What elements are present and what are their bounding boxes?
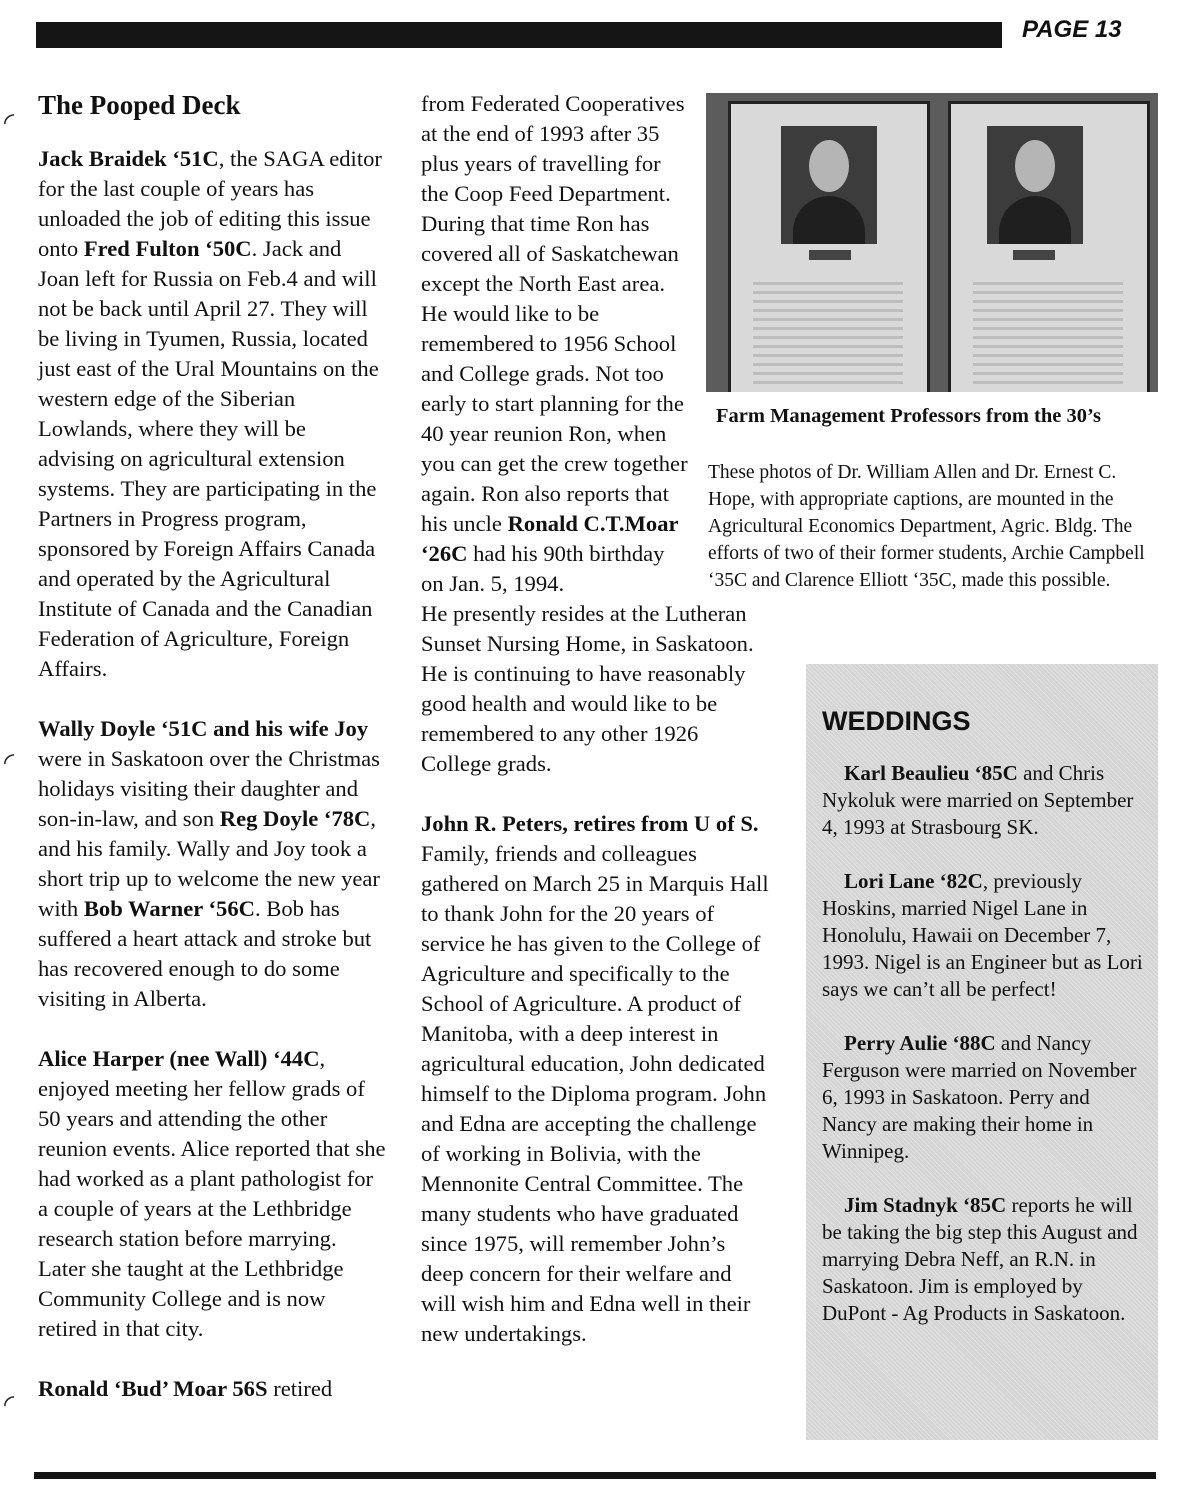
weddings-title: WEDDINGS <box>822 706 971 736</box>
wedding-text: , previously Hoskins, married Nigel Lane in Honolulu, Hawaii on December 7, 1993. Nigel is an Engineer but as Lori says we can’t all be perfect! <box>822 869 1143 1001</box>
footer-bar <box>34 1472 1156 1479</box>
person-name: Jim Stadnyk ‘85C <box>844 1193 1007 1217</box>
person-name: Reg Doyle ‘78C <box>219 806 371 831</box>
article-text: , and his family. Wally and Joy took a short trip up to welcome the new year with <box>38 806 380 921</box>
page-number: PAGE 13 <box>1022 16 1122 43</box>
article-peters <box>421 809 771 1349</box>
wedding-item <box>822 760 1144 841</box>
wedding-text: and Chris Nykoluk were married on September 4, 1993 at Strasbourg SK. <box>822 761 1134 839</box>
caption-card <box>753 276 903 386</box>
article-text: were in Saskatoon over the Christmas holidays visiting their daughter and son-in-law, and son <box>38 746 380 831</box>
person-name: Jack Braidek ‘51C <box>38 146 219 171</box>
wedding-item <box>822 1030 1144 1165</box>
portrait-image <box>987 126 1083 244</box>
article-harper <box>38 1044 388 1344</box>
article-text: , the SAGA editor for the last couple of years has unloaded the job of editing this issue onto <box>38 146 382 261</box>
wedding-text: reports he will be taking the big step this August and marrying Debra Neff, an R.N. in Saskatoon. Jim is employed by DuPont - Ag Products in Saskatoon. <box>822 1193 1138 1325</box>
binder-mark-icon: ◜ <box>4 748 15 778</box>
section-title: The Pooped Deck <box>38 90 241 120</box>
wedding-item <box>822 1192 1144 1327</box>
caption-card <box>973 276 1123 386</box>
person-name: Perry Aulie ‘88C <box>844 1031 996 1055</box>
person-name: Ronald ‘Bud’ Moar 56S <box>38 1376 268 1401</box>
article-text: Family, friends and colleagues gathered on March 25 in Marquis Hall to thank John for the 20 years of service he has given to the College of Agriculture and specifically to the School of Agriculture. A product of Manitoba, with a deep interest in agricultural education, John dedicated himself to the Diploma program. John and Edna are accepting the challenge of working in Bolivia, with the Mennonite Central Committee. The many students who have graduated since 1975, will remember John’s deep concern for their welfare and will wish him and Edna well in their new undertakings. <box>421 841 769 1346</box>
binder-mark-icon: ◜ <box>4 108 15 138</box>
portrait-image <box>781 126 877 244</box>
professors-photo <box>706 93 1158 392</box>
article-moar-continued-wide: He presently resides at the Lutheran Sunset Nursing Home, in Saskatoon. He is continuing to have reasonably good health and would like to be remembered to any other 1926 College grads. <box>421 601 754 776</box>
person-name: Fred Fulton ‘50C <box>83 236 252 261</box>
header-bar <box>36 22 1002 48</box>
person-name: Wally Doyle ‘51C and his wife Joy <box>38 716 369 741</box>
article-text: from Federated Cooperatives at the end of 1993 after 35 plus years of travelling for the Coop Feed Department. During that time Ron has covered all of Saskatchewan except the North East area. He would like to be remembered to 1956 School and College grads. Not too early to start planning for the 40 year reunion Ron, when you can get the crew together again. Ron also reports that his uncle <box>421 91 688 536</box>
article-text: . Bob has suffered a heart attack and stroke but has recovered enough to do some visiting in Alberta. <box>38 896 372 1011</box>
wedding-text: and Nancy Ferguson were married on November 6, 1993 in Saskatoon. Perry and Nancy are making their home in Winnipeg. <box>822 1031 1137 1163</box>
person-name: Karl Beaulieu ‘85C <box>844 761 1018 785</box>
person-name: Lori Lane ‘82C <box>844 869 983 893</box>
weddings-box <box>806 664 1158 1440</box>
article-doyle <box>38 714 388 1014</box>
portrait-head <box>1015 140 1055 192</box>
portrait-frame-right <box>948 101 1150 392</box>
article-text: , enjoyed meeting her fellow grads of 50 years and attending the other reunion events. Alice reported that she had worked as a plant pathologist for a couple of years at the Lethbridge research station before marrying. Later she taught at the Lethbridge Community College and is now retired in that city. <box>38 1046 386 1341</box>
article-text: retired <box>267 1376 333 1401</box>
portrait-body <box>793 196 865 244</box>
wedding-item <box>822 868 1144 1003</box>
portrait-frame-left <box>728 101 930 392</box>
photo-caption-title: Farm Management Professors from the 30’s <box>716 405 1102 427</box>
photo-caption-text: These photos of Dr. William Allen and Dr. Ernest C. Hope, with appropriate captions, are mounted in the Agricultural Economics Department, Agric. Bldg. The efforts of two of their former students, Archie Campbell ‘35C and Clarence Elliott ‘35C, made this possible. <box>708 462 1145 591</box>
article-text: had his 90th birthday on Jan. 5, 1994. <box>421 541 665 596</box>
person-name: Bob Warner ‘56C <box>83 896 255 921</box>
person-name: Ronald C.T.Moar ‘26C <box>421 511 679 566</box>
person-name: Alice Harper (nee Wall) ‘44C <box>38 1046 320 1071</box>
article-text: . Jack and Joan left for Russia on Feb.4 and will not be back until April 27. They will be living in Tyumen, Russia, located just east of the Ural Mountains on the western edge of the Siberian Lowlands, where they will be advising on agricultural extension systems. They are participating in the Partners in Progress program, sponsored by Foreign Affairs Canada and operated by the Agricultural Institute of Canada and the Canadian Federation of Agriculture, Foreign Affairs. <box>38 236 379 681</box>
name-plate <box>809 250 851 260</box>
name-plate <box>1013 250 1055 260</box>
article-moar-continued <box>421 89 689 599</box>
portrait-body <box>999 196 1071 244</box>
person-name: John R. Peters, retires from U of S. <box>421 811 759 836</box>
article-moar-start <box>38 1374 388 1404</box>
binder-mark-icon: ◜ <box>4 1390 15 1420</box>
article-braidek <box>38 144 388 684</box>
column-left <box>38 88 388 1404</box>
portrait-head <box>809 140 849 192</box>
